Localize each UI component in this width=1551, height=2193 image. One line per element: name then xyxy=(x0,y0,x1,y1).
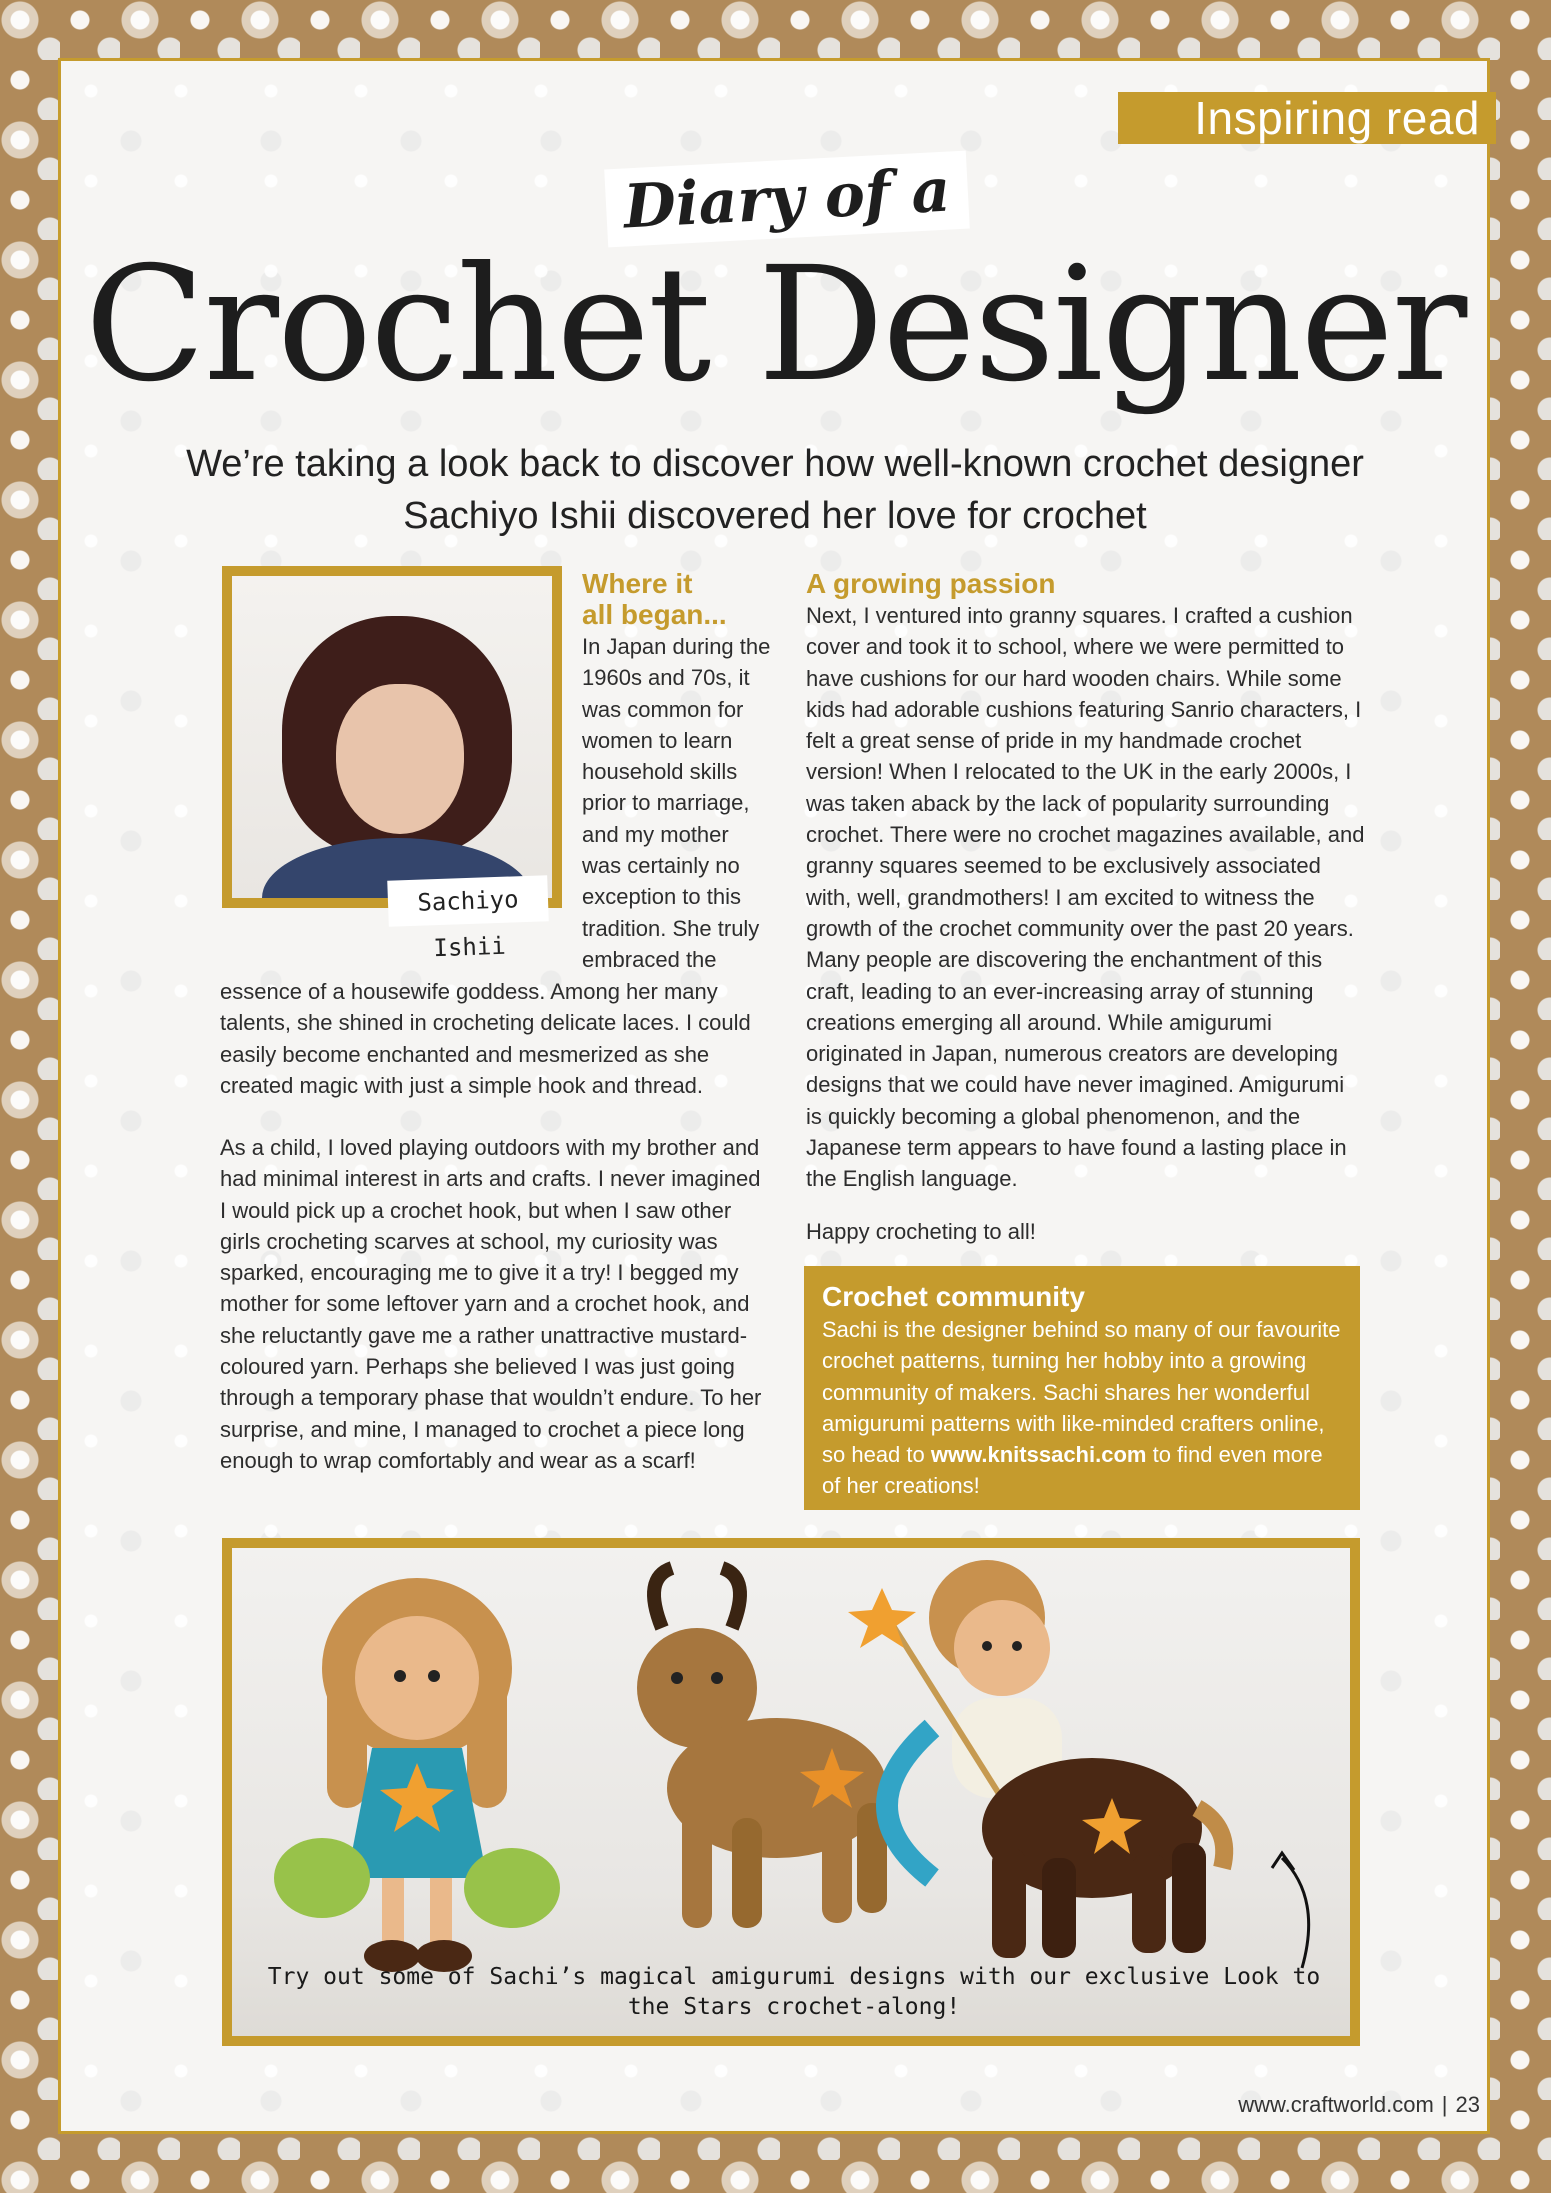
section-tag: Inspiring read xyxy=(1118,92,1496,144)
amigurumi-photo xyxy=(222,1538,1360,2046)
deer-toy xyxy=(637,1568,887,1928)
community-text-after: to find even more of her creations! xyxy=(822,1442,1323,1499)
portrait-face xyxy=(336,684,464,834)
footer-separator: | xyxy=(1441,2092,1448,2117)
section1-heading-line2: all began... xyxy=(582,599,727,630)
arrow-icon xyxy=(1282,1858,1309,1968)
section1-paragraph-narrow: In Japan during the 1960s and 70s, it was common for women to learn household skills prior to marriage, and my mother was certainly no exception to this tradition. She truly embraced the xyxy=(582,634,771,972)
portrait-photo xyxy=(222,566,562,908)
page-number: 23 xyxy=(1455,2092,1480,2117)
section1-heading-line1: Where it xyxy=(582,568,693,599)
footer-website[interactable]: www.craftworld.com xyxy=(1238,2092,1434,2117)
amigurumi-caption: Try out some of Sachi’s magical amigurumi designs with our exclusive Look to the Stars crochet-along! xyxy=(267,1964,1321,2020)
section1-paragraph2: As a child, I loved playing outdoors with my brother and had minimal interest in arts and crafts. I never imagined I would pick up a crochet hook, but when I saw other girls crocheting scarves at school, my curiosity was sparked, encouraging me to give it a try! I begged my mother for some leftover yarn and a crochet hook, and she reluctantly gave me a rather unattractive mustard-coloured yarn. Perhaps she believed I was just going through a temporary phase that wouldn’t endure. To her surprise, and mine, I managed to crochet a piece long enough to wrap comfortably and wear as a scarf! xyxy=(220,1135,762,1473)
section1-paragraph-wide: essence of a housewife goddess. Among her many talents, she shined in crocheting delicate laces. I could easily become enchanted and mesmerized as she created magic with just a simple hook and thread. xyxy=(220,979,751,1098)
section1-heading xyxy=(582,568,802,630)
community-link[interactable]: www.knitssachi.com xyxy=(930,1442,1147,1468)
section2-paragraph1: Next, I ventured into granny squares. I crafted a cushion cover and took it to school, where we were permitted to have cushions for our hard wooden chairs. While some kids had adorable cushions featuring Sanrio characters, I felt a great sense of pride in my handmade crochet version! When I relocated to the UK in the early 2000s, I was taken aback by the lack of popularity surrounding crochet. There were no crochet magazines available, and granny squares seemed to be exclusively associated with, well, grandmothers! I am excited to witness the growth of the crochet community over the past 20 years. Many people are discovering the enchantment of this craft, leading to an ever-increasing array of stunning creations emerging all around. While amigurumi originated in Japan, numerous creators are developing designs that we could have never imagined. Amigurumi is quickly becoming a global phenomenon, and the Japanese term appears to have found a lasting place in the English language. xyxy=(806,603,1365,1192)
portrait-caption: Sachiyo Ishii xyxy=(387,875,549,927)
community-box xyxy=(804,1266,1360,1510)
title-kicker: Diary of a xyxy=(604,151,970,248)
girl-doll xyxy=(274,1578,560,1972)
page-subtitle: We’re taking a look back to discover how well-known crochet designer Sachiyo Ishii discovered her love for crochet xyxy=(186,443,1364,537)
centaur-toy xyxy=(848,1560,1224,1958)
section2-paragraph2: Happy crocheting to all! xyxy=(806,1219,1036,1244)
section2-heading: A growing passion xyxy=(806,568,1056,599)
page-title: Crochet Designer xyxy=(84,233,1466,417)
community-text xyxy=(822,1314,1342,1502)
page-footer xyxy=(1100,2090,1480,2120)
community-text-before: Sachi is the designer behind so many of our favourite crochet patterns, turning her hobby into a growing community of makers. Sachi shares her wonderful amigurumi patterns with like-minded crafters online, so head to xyxy=(822,1317,1341,1468)
community-heading: Crochet community xyxy=(822,1281,1085,1312)
